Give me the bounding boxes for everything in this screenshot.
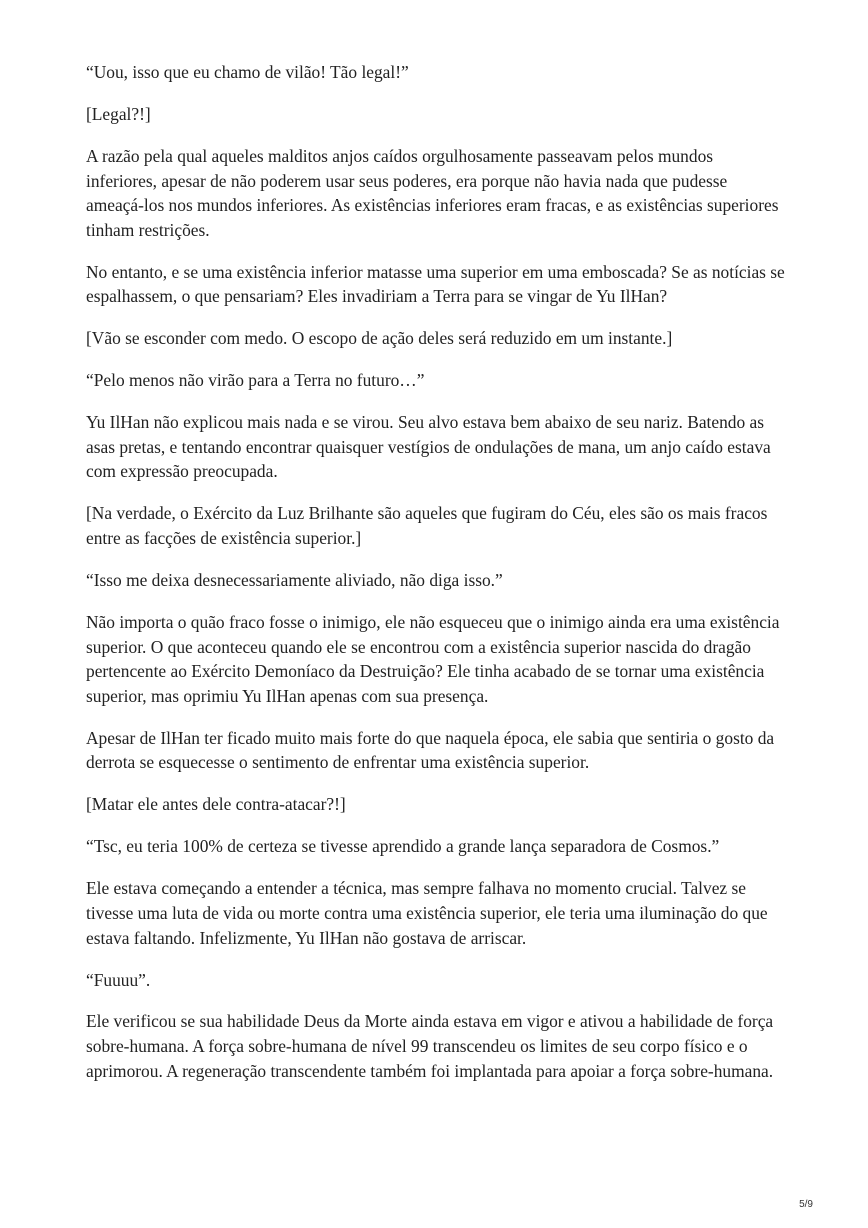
paragraph: “Tsc, eu teria 100% de certeza se tivesse aprendido a grande lança separadora de Cosmos.”: [86, 836, 720, 857]
paragraph: “Uou, isso que eu chamo de vilão! Tão legal!”: [86, 62, 409, 82]
paragraph: “Fuuuu”.: [86, 969, 151, 990]
paragraph: Não importa o quão fraco fosse o inimigo, ele não esqueceu que o inimigo ainda era uma existência superior. O que aconteceu quando ele se encontrou com a existência superior nascida do dragão pertencente ao Exército Demoníaco da Destruição? Ele tinha acabado de se tornar uma existência superior, mas oprimiu Yu IlHan apenas com sua presença.: [86, 612, 780, 706]
paragraph: [Vão se esconder com medo. O escopo de ação deles será reduzido em um instante.]: [86, 328, 673, 349]
paragraph: A razão pela qual aqueles malditos anjos caídos orgulhosamente passeavam pelos mundos inferiores, apesar de não poderem usar seus poderes, era porque não havia nada que pudesse ameaçá-los nos mundos inferiores. As existências inferiores eram fracas, e as existências superiores tinham restrições.: [86, 145, 779, 240]
paragraph: [Legal?!]: [86, 103, 151, 124]
paragraph: Yu IlHan não explicou mais nada e se virou. Seu alvo estava bem abaixo de seu nariz. Batendo as asas pretas, e tentando encontrar quaisquer vestígios de ondulações de mana, um anjo caído estava com expressão preocupada.: [86, 412, 771, 482]
paragraph: “Pelo menos não virão para a Terra no futuro…”: [86, 370, 425, 391]
page-number: 5/9: [799, 1199, 813, 1210]
paragraph: Ele estava começando a entender a técnica, mas sempre falhava no momento crucial. Talvez se tivesse uma luta de vida ou morte contra uma existência superior, ele teria uma iluminação do que estava faltando. Infelizmente, Yu IlHan não gostava de arriscar.: [86, 878, 768, 948]
paragraph: Ele verificou se sua habilidade Deus da Morte ainda estava em vigor e ativou a habilidade de força sobre-humana. A força sobre-humana de nível 99 transcendeu os limites de seu corpo físico e o aprimorou. A regeneração transcendente também foi implantada para apoiar a força sobre-humana.: [86, 1011, 774, 1081]
paragraph: Apesar de IlHan ter ficado muito mais forte do que naquela época, ele sabia que sentiria o gosto da derrota se esquecesse o sentimento de enfrentar uma existência superior.: [86, 727, 775, 773]
paragraph: [Na verdade, o Exército da Luz Brilhante são aqueles que fugiram do Céu, eles são os mais fracos entre as facções de existência superior.]: [86, 503, 768, 549]
paragraph: No entanto, e se uma existência inferior matasse uma superior em uma emboscada? Se as notícias se espalhassem, o que pensariam? Eles invadiriam a Terra para se vingar de Yu IlHan?: [86, 261, 785, 307]
paragraph: “Isso me deixa desnecessariamente aliviado, não diga isso.”: [86, 570, 503, 591]
paragraph: [Matar ele antes dele contra-atacar?!]: [86, 794, 346, 815]
document-body: [86, 60, 786, 1101]
